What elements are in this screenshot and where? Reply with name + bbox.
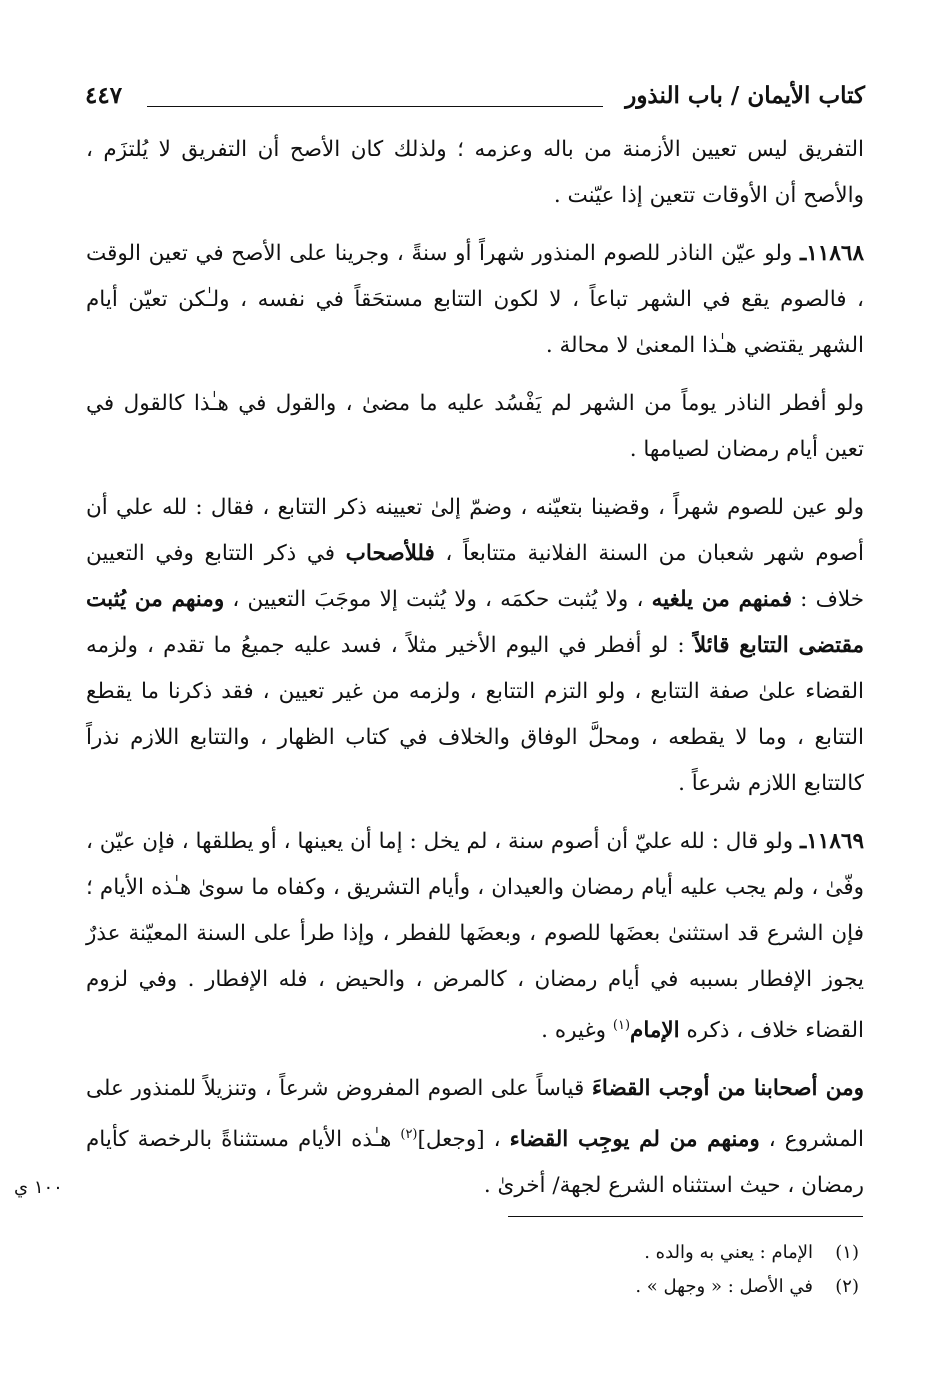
running-title: كتاب الأيمان / باب النذور (625, 82, 865, 109)
text-run: ، ولا يُثبت حكمَه ، ولا يُثبت إلا موجَبَ التعيين ، (224, 587, 652, 612)
bold-run: ومنهم من لم يوجِب القضاء (509, 1127, 760, 1153)
text-run: التفريق ليس تعيين الأزمنة من باله وعزمه ؛ ولذلك كان الأصح أن التفريق لا يُلتزَم ، والأصح أن الأوقات تتعين إذا عيّنت . (86, 137, 864, 208)
text-run: ولو قال : لله عليّ أن أصوم سنة ، لم يخل : إما أن يعينها ، أو يطلقها ، فإن عيّن ، وفّىٰ ، ولم يجب عليه أيام رمضان والعيدان ، وأيام التشريق ، وكفاه ما سوىٰ هـٰذه الأيام ؛ فإن الشرع قد استثنىٰ بعضَها للصوم ، وبعضَها للفطر ، وإذا طرأ على السنة المعيّنة عذرٌ يجوز الإفطار بسببه في أيام رمضان ، كالمرض ، والحيض ، فله الإفطار . وفي لزوم القضاء خلاف ، ذكره (86, 829, 864, 1044)
footnote-text: الإمام : يعني به والده . (644, 1242, 813, 1263)
footnote (99, 1270, 859, 1304)
bold-run: الإمام (630, 1018, 680, 1044)
footnote-ref: (١) (612, 1018, 631, 1033)
text-run: ، [وجعل] (417, 1127, 510, 1153)
text-run: هـٰذه الأيام مستثناةً بالرخصة كأيام رمضان ، حيث استثناه الشرع لجهة/ أخرىٰ . (86, 1127, 864, 1199)
footnote-number: (٢) (835, 1276, 859, 1297)
text-run: ولو عيّن الناذر للصوم المنذور شهراً أو سنةً ، وجرينا على الأصح في تعين الوقت ، فالصوم يقع في الشهر تباعاً ، لا لكون التتابع مستحَقاً في نفسه ، ولـٰكن تعيّن أيام الشهر يقتضي هـٰذا المعنىٰ لا محالة . (86, 241, 864, 358)
paragraph (86, 1066, 864, 1209)
text-run: وغيره . (541, 1018, 613, 1044)
bold-run: فللأصحاب (345, 541, 435, 566)
main-text (86, 127, 864, 1209)
text-run: ولو عين للصوم شهراً ، وقضينا بتعيّنه ، وضمّ إلىٰ تعيينه ذكر التتابع ، فقال : لله علي أن أصوم شهر شعبان من السنة الفلانية متتابعاً ، (86, 495, 865, 566)
footnote-text: في الأصل : « وجهل » . (635, 1276, 813, 1297)
page-number: ٤٤٧ (85, 82, 123, 109)
footnote-rule (508, 1216, 863, 1217)
text-run: في ذكر التتابع وفي التعيين خلاف : (86, 541, 865, 612)
margin-folio-note: ١٠٠ ي (14, 1177, 63, 1198)
footnote-number: (١) (835, 1242, 859, 1263)
paragraph (86, 485, 864, 807)
bold-run: ومن أصحابنا من أوجب القضاءَ (591, 1076, 865, 1102)
bold-run: ١١٨٦٩ـ (799, 829, 864, 854)
header-rule (147, 106, 603, 107)
bold-run: ومنهم من يُثبت مقتضى التتابع قائلاً (86, 587, 864, 658)
text-run: : لو أفطر في اليوم الأخير مثلاً ، فسد عليه جميعُ ما تقدم ، ولزمه القضاء علىٰ صفة التتابع ، ولو التزم التتابع ، ولزمه من غير تعيين ، فقد ذكرنا ما يقطع التتابع ، وما لا يقطعه ، ومحلَّ الوفاق والخلاف في كتاب الظهار ، والتتابع اللازم نذراً كالتتابع اللازم شرعاً . (86, 633, 865, 796)
text-run: ولو أفطر الناذر يوماً من الشهر لم يَفْسُد عليه ما مضىٰ ، والقول في هـٰذا كالقول في تعين أيام رمضان لصيامها . (86, 391, 864, 462)
bold-run: فمنهم من يلغيه (651, 587, 793, 612)
footnotes (99, 1236, 859, 1304)
bold-run: ١١٨٦٨ـ (799, 241, 864, 266)
paragraph (86, 127, 864, 219)
text-run: قياساً على الصوم المفروض شرعاً ، وتنزيلاً للمنذور على المشروع ، (86, 1076, 864, 1153)
footnote-ref: (٢) (400, 1127, 418, 1143)
footnote (99, 1236, 859, 1270)
paragraph (86, 819, 864, 1054)
running-header (85, 82, 865, 122)
paragraph (86, 381, 864, 473)
paragraph (86, 231, 864, 369)
